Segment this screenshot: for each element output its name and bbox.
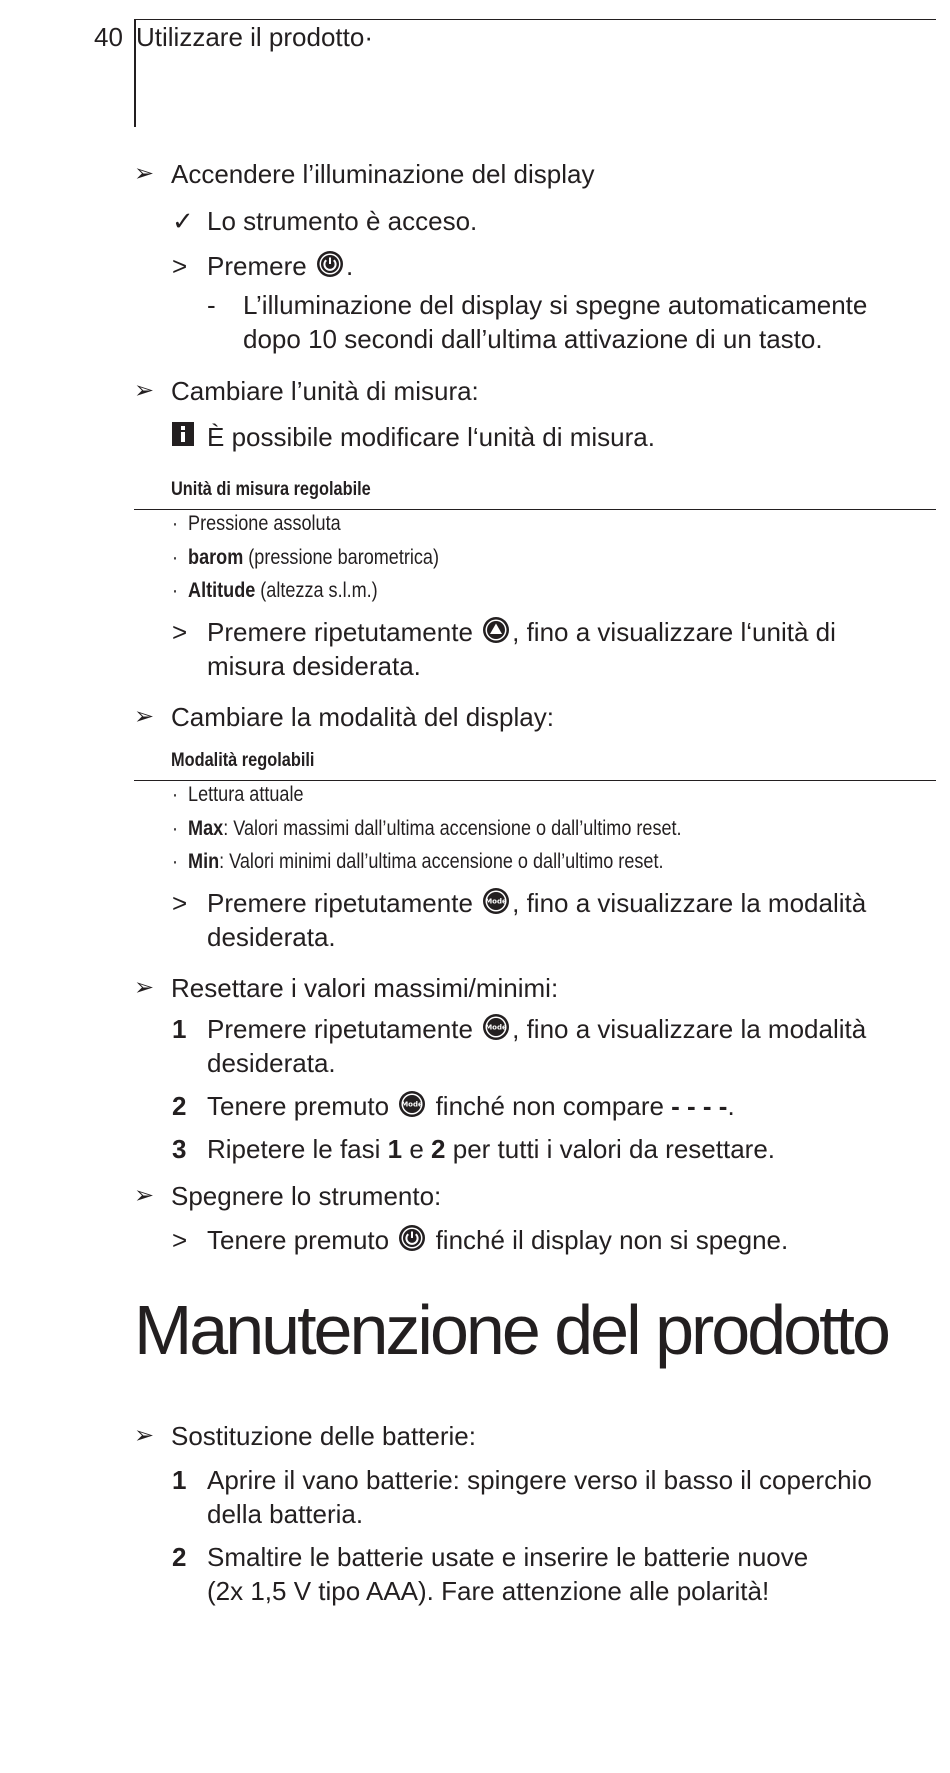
step-marker: > <box>172 888 188 918</box>
step-number: 3 <box>172 1134 187 1164</box>
step-press-power <box>207 250 353 285</box>
list-item <box>172 848 663 876</box>
step-number: 2 <box>172 1091 187 1121</box>
list-item-text: : Valori minimi dall’ultima accensione o dall’ultimo reset. <box>219 850 664 873</box>
bullet: · <box>172 512 179 535</box>
arrow-bullet: ➢ <box>134 1422 155 1449</box>
step-text: Premere <box>207 251 307 281</box>
bullet: · <box>172 579 179 602</box>
section-title-power-off: Spegnere lo strumento: <box>171 1181 442 1211</box>
mode-icon <box>482 887 510 922</box>
reset-step-1 <box>207 1013 866 1048</box>
bullet: · <box>172 850 179 873</box>
arrow-bullet: ➢ <box>134 703 155 730</box>
section-title-batteries: Sostituzione delle batterie: <box>171 1421 476 1451</box>
arrow-bullet: ➢ <box>134 160 155 187</box>
step-text-end: , fino a visualizzare la modalità <box>512 888 867 918</box>
step-press-up <box>207 616 836 651</box>
list-item-text: (pressione barometrica) <box>243 546 439 569</box>
list-item <box>172 544 439 572</box>
bullet: · <box>172 546 179 569</box>
reset-step-2 <box>207 1090 735 1125</box>
power-icon <box>398 1224 426 1259</box>
list-item-text: (altezza s.l.m.) <box>255 579 378 602</box>
step-text-end: . <box>727 1091 735 1121</box>
table-header-modes: Modalità regolabili <box>171 750 315 771</box>
step-text-end: per tutti i valori da resettare. <box>445 1134 775 1164</box>
step-text: e <box>402 1134 432 1164</box>
check-text: Lo strumento è acceso. <box>207 206 478 236</box>
list-item <box>172 815 682 843</box>
up-triangle-icon <box>482 616 510 651</box>
dash-marker: - <box>207 290 216 320</box>
list-item-text: Lettura attuale <box>188 783 304 806</box>
arrow-bullet: ➢ <box>134 377 155 404</box>
step-text: Premere ripetutamente <box>207 617 473 647</box>
note-line-2: dopo 10 secondi dall’ultima attivazione di un tasto. <box>243 324 823 354</box>
list-item <box>172 510 341 538</box>
step-text: Premere ripetutamente <box>207 1014 473 1044</box>
section-title-unit: Cambiare l’unità di misura: <box>171 376 479 406</box>
step-text-end: , fino a visualizzare l‘unità di <box>512 617 836 647</box>
section-title-reset: Resettare i valori massimi/minimi: <box>171 973 559 1003</box>
step-text: Tenere premuto <box>207 1225 390 1255</box>
step-marker: > <box>172 251 188 281</box>
list-item-bold: Altitude <box>188 579 256 602</box>
step-text-continued: desiderata. <box>207 922 336 952</box>
header-title: Utilizzare il prodotto· <box>136 22 373 52</box>
info-text: È possibile modificare l‘unità di misura. <box>207 422 655 452</box>
step-text: Premere ripetutamente <box>207 888 473 918</box>
battery-step-2-line-1: Smaltire le batterie usate e inserire le batterie nuove <box>207 1542 809 1572</box>
list-item-text: Pressione assoluta <box>188 512 341 535</box>
info-icon <box>172 422 194 451</box>
power-icon <box>316 250 344 285</box>
bullet: · <box>172 783 179 806</box>
step-text-end: , fino a visualizzare la modalità <box>512 1014 867 1044</box>
list-item-text: : Valori massimi dall’ultima accensione o dall’ultimo reset. <box>223 817 682 840</box>
list-item <box>172 781 304 809</box>
arrow-bullet: ➢ <box>134 974 155 1001</box>
section-title-illumination: Accendere l’illuminazione del display <box>171 159 595 189</box>
arrow-bullet: ➢ <box>134 1182 155 1209</box>
mode-icon <box>482 1013 510 1048</box>
step-text-continued: misura desiderata. <box>207 651 421 681</box>
dash-display: - - - - <box>671 1091 728 1121</box>
step-text: Ripetere le fasi <box>207 1134 388 1164</box>
step-text: finché non compare <box>428 1091 672 1121</box>
step-marker: > <box>172 617 188 647</box>
table-header-units: Unità di misura regolabile <box>171 479 371 500</box>
list-item-bold: Min <box>188 850 220 873</box>
step-press-mode <box>207 887 866 922</box>
step-number: 2 <box>172 1542 187 1572</box>
battery-step-1-line-2: della batteria. <box>207 1499 364 1529</box>
svg-text:Mode: Mode <box>485 1023 507 1032</box>
svg-text:Mode: Mode <box>401 1100 424 1109</box>
step-number: 1 <box>172 1465 187 1495</box>
step-text: Tenere premuto <box>207 1091 390 1121</box>
mode-icon <box>398 1090 426 1125</box>
step-marker: > <box>172 1225 188 1255</box>
step-ref: 2 <box>431 1134 446 1164</box>
chapter-heading: Manutenzione del prodotto <box>134 1291 888 1369</box>
list-item-bold: barom <box>188 546 244 569</box>
list-item <box>172 577 378 605</box>
header-divider-horizontal <box>134 19 936 20</box>
step-text-continued: desiderata. <box>207 1048 336 1078</box>
svg-text:Mode: Mode <box>485 897 507 906</box>
bullet: · <box>172 817 179 840</box>
step-hold-power <box>207 1224 788 1259</box>
step-number: 1 <box>172 1014 187 1044</box>
step-ref: 1 <box>387 1134 403 1164</box>
check-icon: ✓ <box>172 206 194 236</box>
page-number: 40 <box>94 22 123 52</box>
reset-step-3 <box>207 1133 775 1165</box>
note-line-1: L’illuminazione del display si spegne automaticamente <box>243 290 868 320</box>
list-item-bold: Max <box>188 817 224 840</box>
step-text-end: . <box>345 251 354 281</box>
step-text-end: finché il display non si spegne. <box>428 1225 789 1255</box>
battery-step-2-line-2: (2x 1,5 V tipo AAA). Fare attenzione alle polarità! <box>207 1576 770 1606</box>
section-title-mode: Cambiare la modalità del display: <box>171 702 554 732</box>
battery-step-1-line-1: Aprire il vano batterie: spingere verso il basso il coperchio <box>207 1465 872 1495</box>
